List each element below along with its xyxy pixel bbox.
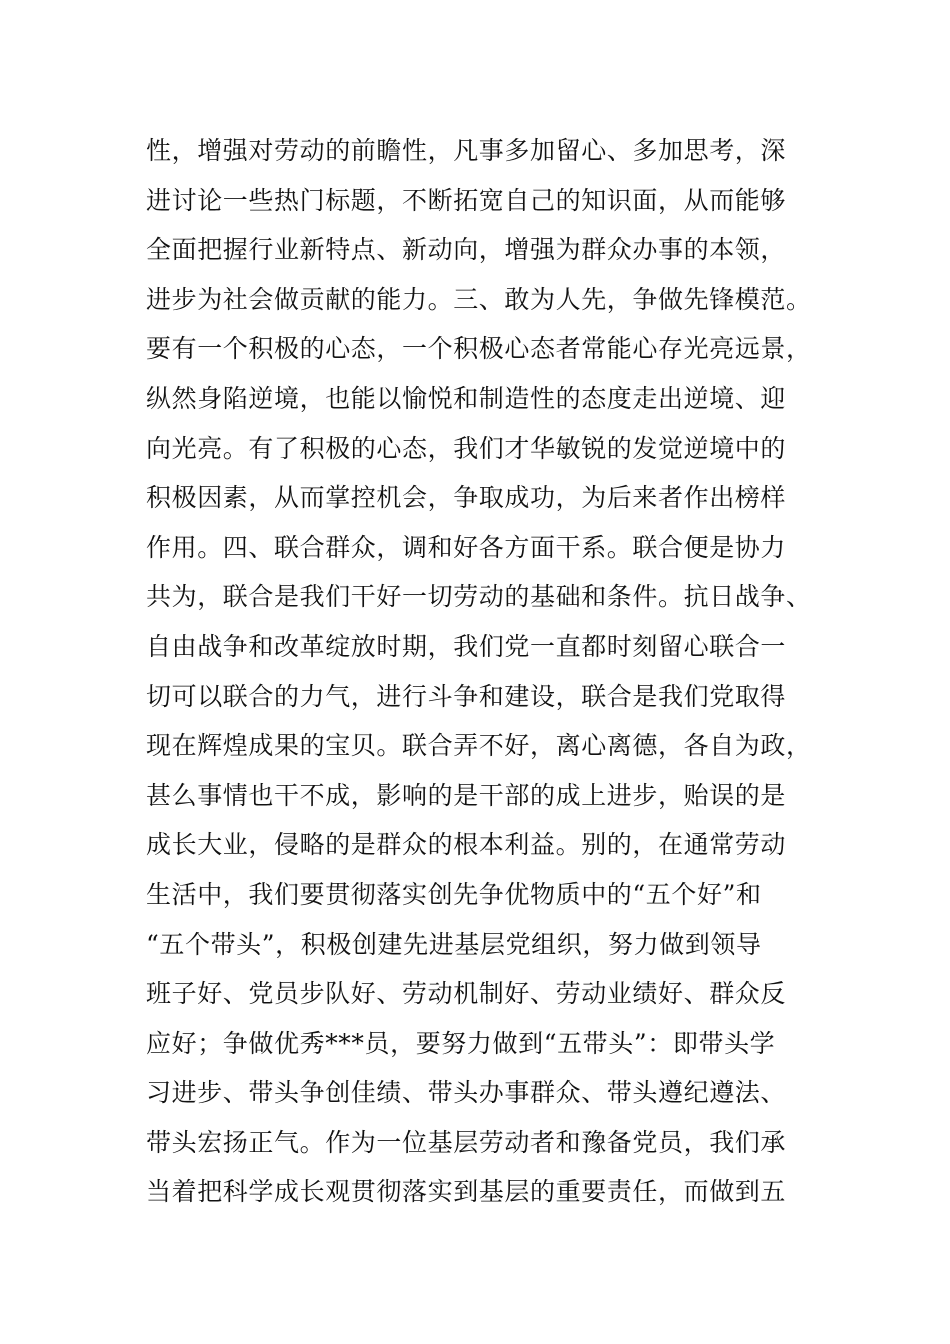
text-line-14: 甚么事情也干不成，影响的是干部的成上进步，贻误的是 [146, 780, 787, 810]
text-line-4: 进步为社会做贡献的能力。三、敢为人先，争做先锋模范。 [146, 284, 812, 314]
text-line-16: 生活中，我们要贯彻落实创先争优物质中的“五个好”和 [146, 879, 762, 909]
text-line-2: 进讨论一些热门标题，不断拓宽自己的知识面，从而能够 [146, 185, 787, 215]
text-line-19: 应好；争做优秀***员，要努力做到“五带头”：即带头学 [146, 1028, 776, 1058]
text-line-10: 共为，联合是我们干好一切劳动的基础和条件。抗日战争、 [146, 582, 812, 612]
text-line-22: 当着把科学成长观贯彻落实到基层的重要责任，而做到五 [146, 1177, 787, 1207]
text-line-12: 切可以联合的力气，进行斗争和建设，联合是我们党取得 [146, 681, 787, 711]
text-line-6: 纵然身陷逆境，也能以愉悦和制造性的态度走出逆境、迎 [146, 383, 787, 413]
text-line-11: 自由战争和改革绽放时期，我们党一直都时刻留心联合一 [146, 631, 787, 661]
text-line-3: 全面把握行业新特点、新动向，增强为群众办事的本领， [146, 235, 787, 265]
text-line-7: 向光亮。有了积极的心态，我们才华敏锐的发觉逆境中的 [146, 433, 787, 463]
text-line-1: 性，增强对劳动的前瞻性，凡事多加留心、多加思考，深 [146, 136, 787, 165]
text-line-17: “五个带头”，积极创建先进基层党组织，努力做到领导 [146, 929, 762, 959]
body-text [146, 126, 812, 1217]
text-line-18: 班子好、党员步队好、劳动机制好、劳动业绩好、群众反 [146, 979, 787, 1009]
text-line-8: 积极因素，从而掌控机会，争取成功，为后来者作出榜样 [146, 483, 787, 513]
text-line-9: 作用。四、联合群众，调和好各方面干系。联合便是协力 [146, 532, 787, 562]
text-line-21: 带头宏扬正气。作为一位基层劳动者和豫备党员，我们承 [146, 1127, 787, 1157]
text-line-20: 习进步、带头争创佳绩、带头办事群众、带头遵纪遵法、 [146, 1078, 787, 1108]
text-line-13: 现在辉煌成果的宝贝。联合弄不好，离心离德，各自为政， [146, 731, 812, 761]
text-line-5: 要有一个积极的心态，一个积极心态者常能心存光亮远景， [146, 334, 812, 364]
text-line-15: 成长大业，侵略的是群众的根本利益。别的，在通常劳动 [146, 830, 787, 860]
